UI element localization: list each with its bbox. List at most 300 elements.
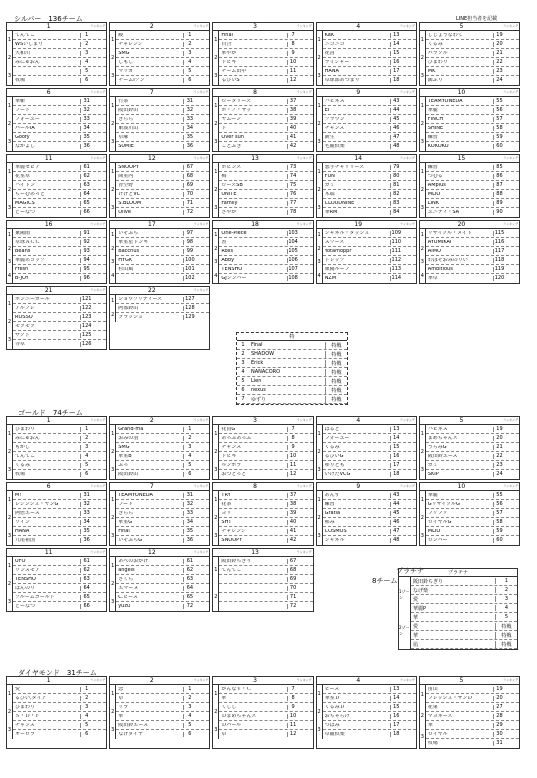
team-number: 47 [390,529,402,534]
team-number: 67 [287,559,299,564]
group-block [419,416,520,480]
team-number: 8 [287,436,299,441]
side-number: 2 [317,514,321,521]
team-name: Roxs [221,248,234,254]
team-name: さやか [221,210,237,215]
team-name: フォーユー [324,435,350,441]
group-header [110,287,209,295]
group-block [6,482,107,546]
platinum-rank: 特戦 [495,632,517,639]
team-name: フード [15,107,30,113]
group-header [7,221,106,229]
platinum-row [411,586,517,595]
team-name: かんなＶ・Ｃ [221,686,252,692]
team-number: 32 [183,502,195,507]
rank-label: ランキング [193,678,209,682]
team-row [13,106,106,115]
team-name: Bacchus [118,248,140,254]
team-name: なげダイヤ [118,732,144,737]
team-number: 36 [183,144,195,149]
group-number: 22 [148,286,156,294]
seed-rank: 4 [241,369,245,375]
group-number: 1 [46,22,51,30]
side-number: 2 [420,245,424,252]
team-row [13,712,106,721]
team-name: くるみ [15,462,31,468]
group-number: 9 [356,88,361,96]
team-list [219,229,312,283]
side-number: 2 [317,120,321,127]
team-name: ガミ [427,462,438,468]
team-row [219,133,312,142]
team-number: 74 [287,174,299,179]
team-name: まめちゃんズ [427,435,458,441]
team-name: ハピネス [427,426,448,432]
side-number: 3 [111,72,115,79]
team-number: 91 [80,231,92,236]
team-number: 48 [390,538,402,543]
team-name: しじょうなわて [427,32,463,38]
team-number: 69 [183,183,195,188]
team-number: 44 [390,108,402,113]
group-rows [317,685,416,739]
team-number: 108 [288,275,298,281]
team-number: 17 [390,723,402,728]
team-name: 阪田鈴エース [118,722,148,728]
seed-row [237,341,347,350]
seed-name: Lien [251,378,262,384]
team-list [116,491,209,545]
team-name: Ｓ・Ｄ・Ｆ [15,713,41,719]
team-list [323,229,416,283]
team-list [219,685,312,739]
team-row [116,509,209,518]
group-block [212,88,313,152]
group-block [212,482,313,546]
side-number: 2 [317,245,321,252]
team-list [219,557,312,611]
team-number: 70 [287,586,299,591]
team-number: 62 [80,174,92,179]
team-row [13,76,106,85]
team-number: 85 [493,165,505,170]
side-number: 2 [111,120,115,127]
team-name: 華室B [118,453,132,459]
seed-status: 特戦 [325,342,347,349]
team-name: LINK [427,200,440,206]
team-row [323,190,416,199]
team-name: 阪田鈴ちぎり [221,558,252,564]
group-header [420,221,519,229]
group-rows [317,491,416,545]
group-rows [213,557,312,611]
team-list [13,163,106,217]
team-name: ピース [324,686,340,692]
team-number: 2 [183,696,195,701]
team-row [116,133,209,142]
team-number: 5 [183,69,195,74]
team-number: 107 [288,265,298,272]
team-name: 卓球部あつまり [324,78,360,83]
rank-label: ランキング [90,24,106,28]
side-number: 2 [7,448,12,455]
side-number: 1 [111,690,115,697]
team-row [116,434,209,443]
seeds-title: 特 [237,333,347,341]
team-row [219,425,312,434]
team-name: 卓 [221,732,227,737]
side-number: 1 [214,430,218,437]
seed-row [237,350,347,359]
side-number: 3 [111,532,115,539]
team-row [116,557,209,566]
seed-row [237,377,347,386]
team-name: 木端 [324,191,335,197]
team-name: パールIA [15,125,35,131]
team-row [13,322,106,331]
team-name: Beans [15,248,31,254]
team-row [323,115,416,124]
team-row [426,265,519,274]
team-row [13,425,106,434]
team-number: 110 [391,238,402,245]
group-block [419,482,520,546]
team-name: くるみ [324,444,340,450]
side-number: 2 [420,120,424,127]
team-row [426,76,519,85]
team-row [426,491,519,500]
seed-rank: 5 [241,378,245,384]
team-number: 83 [390,201,402,206]
team-row [13,58,106,67]
team-row [13,181,106,190]
team-name: つばみ [324,722,340,728]
team-number: 7 [287,687,299,692]
team-row [426,443,519,452]
team-name: AMplus [427,182,446,188]
team-number: 6 [183,78,195,83]
team-name: 満ぶり [427,78,443,83]
team-number: 7 [287,427,299,432]
team-row [219,518,312,527]
team-row [116,97,209,106]
side-number: 2 [214,514,218,521]
team-number: 47 [390,135,402,140]
group-number: 3 [253,22,257,30]
side-number: 1 [111,36,115,43]
team-number: 5 [183,723,195,728]
team-number: 1 [80,687,92,692]
side-number: 1 [7,36,12,43]
team-row [426,452,519,461]
team-name: レジンシュ・ヤンG [15,501,59,507]
team-number: 23 [493,463,505,468]
team-row [219,181,312,190]
group-rows [7,557,106,611]
team-number: 31 [183,493,195,498]
team-name: ひまわり [15,704,36,710]
team-number: 94 [80,258,92,263]
team-row [219,124,312,133]
team-row [116,31,209,40]
team-row [323,97,416,106]
team-name: S.BLOOM [118,200,142,206]
team-number: 122 [81,304,92,311]
rank-label: ランキング [296,550,312,554]
team-row [219,115,312,124]
team-row [116,730,209,739]
group-block [6,548,107,612]
team-row [116,575,209,584]
group-block [419,676,520,749]
platinum-team: 華 [413,632,419,639]
team-number: 58 [493,520,505,525]
team-number: 102 [185,275,195,281]
group-block [109,416,210,480]
team-name: 卓球ＡＣＣ [15,239,41,245]
team-row [219,491,312,500]
team-number: 41 [287,529,299,534]
team-row [323,443,416,452]
team-row [426,133,519,142]
platinum-zone: 2ゾーン [399,625,410,636]
seed-status: 特戦 [325,396,347,403]
rank-label: ランキング [399,222,415,226]
team-list [219,163,312,217]
team-row [323,470,416,479]
team-list [116,295,209,322]
group-number: 1 [46,416,51,424]
side-number: 3 [420,259,424,266]
group-block [109,482,210,546]
team-number: 95 [80,267,92,272]
group-block [109,22,210,86]
side-number: 1 [7,690,12,697]
group-rows [317,163,416,217]
rank-label: ランキング [399,90,415,94]
team-number: 31 [80,493,92,498]
group-rows [317,31,416,85]
team-number: 82 [390,192,402,197]
team-name: ド [221,125,227,131]
team-row [323,491,416,500]
rank-label: ランキング [296,90,312,94]
group-number: 6 [46,88,51,96]
team-name: 華麗 [427,107,438,113]
team-row [116,694,209,703]
team-list [116,97,209,151]
team-row [13,340,106,349]
group-block [109,88,210,152]
seed-status: 特戦 [325,369,347,376]
group-block [212,220,313,284]
team-number: 34 [183,126,195,131]
group-block [6,286,107,350]
team-name: 花束 [427,704,438,710]
team-number: 16 [390,60,402,65]
team-number: 3 [183,705,195,710]
group-block [419,154,520,218]
side-number: 1 [7,430,12,437]
team-name: いそぶち [118,230,139,236]
team-row [323,434,416,443]
platinum-table [398,568,518,650]
side-number: 1 [214,102,218,109]
side-number: 2 [214,708,218,715]
team-list [426,685,519,748]
group-rows [7,229,106,283]
rank-label: ランキング [503,24,518,28]
team-number: 65 [80,201,92,206]
group-header [110,89,209,97]
team-row [323,247,416,256]
team-number: 120 [494,275,505,281]
group-rows [110,31,209,85]
side-number: 2 [214,186,218,193]
team-row [13,40,106,49]
team-row [426,49,519,58]
team-number: 2 [80,436,92,441]
side-number: 3 [7,598,12,605]
team-row [219,190,312,199]
platinum-row [411,577,517,586]
team-number: 2 [183,436,195,441]
platinum-list [411,577,517,649]
team-number: 79 [390,165,402,170]
seed-status: 特戦 [325,360,347,367]
team-row [323,461,416,470]
platinum-rank: 特戦 [495,641,517,648]
team-row [219,247,312,256]
team-name: けげとVC [118,191,141,197]
team-name: くるみＤ [324,704,345,710]
team-number: 59 [493,135,505,140]
team-row [426,40,519,49]
team-name: GJシンバー [221,276,247,281]
group-number: 10 [457,88,466,96]
team-row [13,602,106,611]
team-number: 3 [80,51,92,56]
platinum-team: なげ楽 [413,587,429,594]
team-row [116,58,209,67]
group-block [419,88,520,152]
seed-name: NANACORO [251,369,281,375]
group-header [7,155,106,163]
side-number: 3 [7,72,12,79]
side-number: 2 [214,594,218,600]
team-row [323,694,416,703]
team-row [13,172,106,181]
team-number: 69 [287,577,299,582]
rank-label: ランキング [503,222,518,226]
team-list [219,491,312,545]
team-number: 65 [80,595,92,600]
side-number: 1 [420,496,424,503]
team-row [219,685,312,694]
team-name: 卓麻 [118,134,129,140]
team-row [13,500,106,509]
rank-label: ランキング [90,550,106,554]
side-number: 3 [420,466,424,473]
team-number: 48 [390,144,402,149]
team-name: Family [221,200,238,206]
team-number: 98 [183,240,195,245]
team-name: MLIO [427,191,441,197]
team-number: 58 [493,126,505,131]
team-list [426,229,519,283]
rank-label: ランキング [296,156,312,160]
team-row [13,703,106,712]
side-number: 2 [214,54,218,61]
team-row [219,142,312,151]
side-number: 2 [111,514,115,521]
team-row [323,452,416,461]
group-number: 3 [253,416,257,424]
team-name: くしし [221,704,237,710]
team-row [13,443,106,452]
team-row [426,536,519,545]
team-row [116,461,209,470]
team-name: 宅麗倶楽 [324,144,345,149]
group-rows [110,557,209,611]
team-name: 阿部鈴山 [118,305,139,311]
team-name: MAGICS [15,200,35,206]
team-number: 63 [183,577,195,582]
team-name: ちーむあっと [15,191,45,197]
side-number: 1 [111,496,115,503]
team-list [116,229,209,283]
team-name: どーなつ [15,604,36,609]
team-number: 72 [287,604,299,609]
team-number: 10 [287,454,299,459]
group-number: 9 [356,482,361,490]
team-list [13,295,106,349]
group-number: 12 [148,548,156,556]
group-block [212,154,313,218]
team-name: フレッシュ・サンＤ [427,695,473,701]
team-number: 124 [81,322,92,329]
group-rows [213,97,312,151]
team-number: 11 [287,463,299,468]
team-row [426,703,519,712]
side-number: 3 [214,138,218,145]
side-number: 3 [214,726,218,733]
team-list [323,491,416,545]
team-row [116,124,209,133]
team-row [13,331,106,340]
team-row [13,97,106,106]
team-list [13,97,106,151]
platinum-rank: 2 [495,587,517,593]
team-number: 129 [185,314,195,320]
rank-label: ランキング [193,484,209,488]
team-number: 40 [287,520,299,525]
team-name: Fresh [15,266,29,272]
team-name: ブルームゴールド [15,594,55,600]
side-number: 4 [111,272,115,279]
team-row [13,115,106,124]
team-list [116,685,209,739]
team-row [426,694,519,703]
team-list [116,425,209,479]
team-row [116,49,209,58]
group-number: 11 [44,548,53,556]
group-header [213,23,312,31]
team-row [116,172,209,181]
side-number: 3 [7,532,12,539]
team-row [323,163,416,172]
team-number: 90 [493,210,505,215]
